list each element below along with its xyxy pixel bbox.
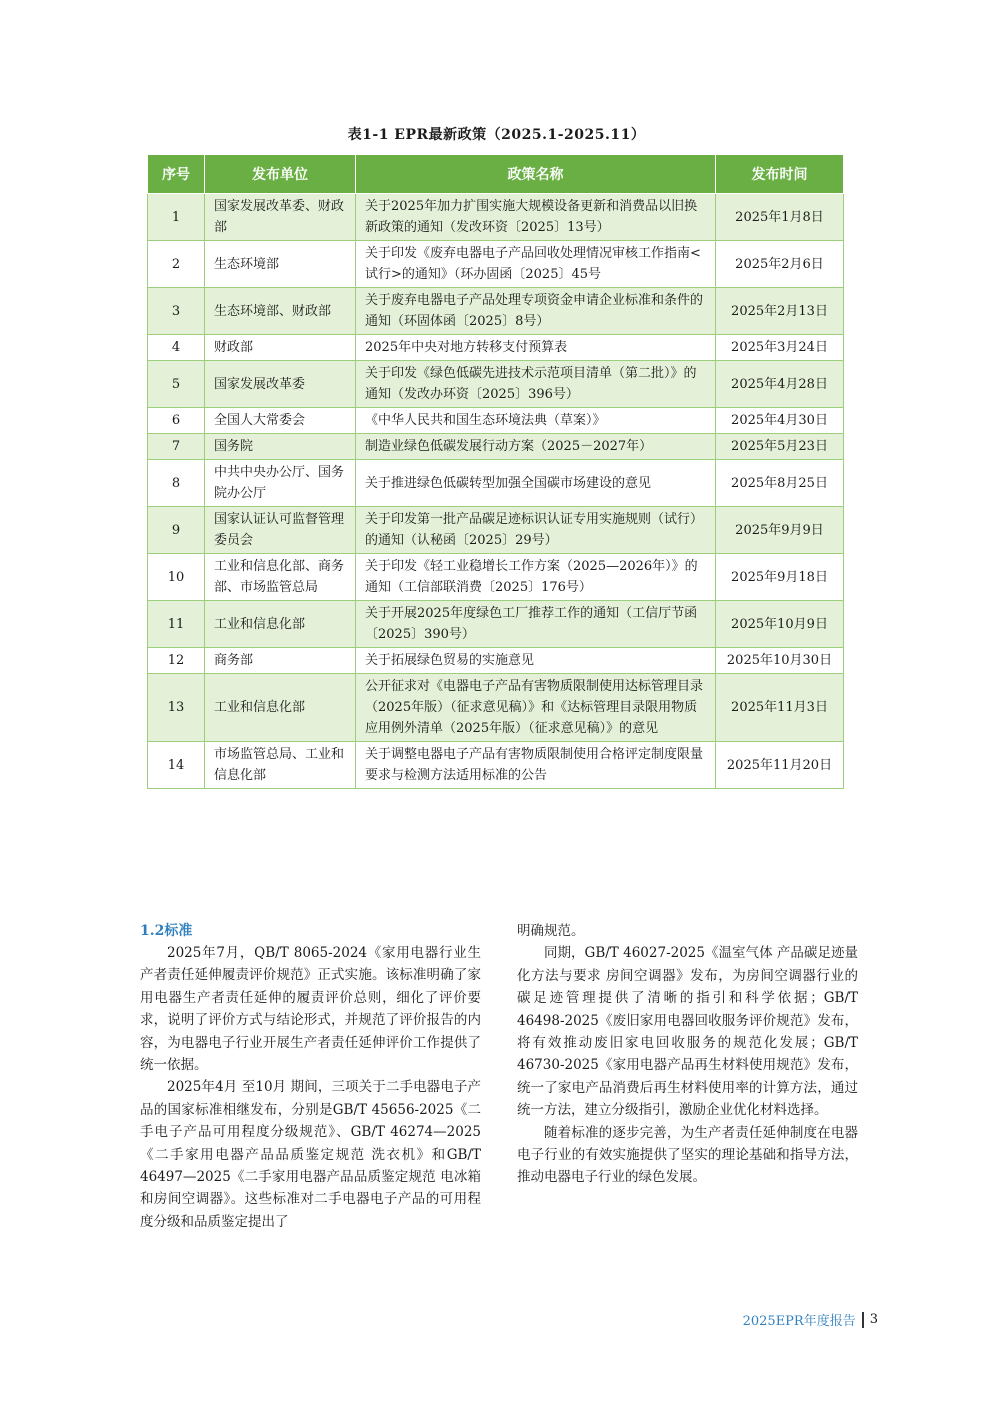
header-policy: 政策名称 [356,155,716,194]
cell-no: 4 [148,335,205,361]
cell-policy: 关于印发《废弃电器电子产品回收处理情况审核工作指南<试行>的通知》（环办固函〔2025〕45号 [356,241,716,288]
cell-policy: 公开征求对《电器电子产品有害物质限制使用达标管理目录（2025年版）（征求意见稿）》和《达标管理目录限用物质应用例外清单（2025年版）（征求意见稿）》的意见 [356,674,716,742]
cell-policy: 制造业绿色低碳发展行动方案（2025－2027年） [356,434,716,460]
cell-date: 2025年4月30日 [716,408,844,434]
cell-no: 9 [148,507,205,554]
header-unit: 发布单位 [205,155,356,194]
cell-date: 2025年10月30日 [716,648,844,674]
cell-policy: 关于印发第一批产品碳足迹标识认证专用实施规则（试行）的通知（认秘函〔2025〕29号） [356,507,716,554]
cell-unit: 市场监管总局、工业和信息化部 [205,742,356,789]
cell-policy: 2025年中央对地方转移支付预算表 [356,335,716,361]
cell-no: 10 [148,554,205,601]
cell-policy: 关于开展2025年度绿色工厂推荐工作的通知（工信厅节函〔2025〕390号） [356,601,716,648]
left-column [140,920,481,1233]
table-row [148,434,844,460]
paragraph-continuation: 明确规范。 [517,923,585,939]
right-column [517,920,858,1189]
policy-table [147,154,844,789]
cell-unit: 生态环境部 [205,241,356,288]
cell-policy: 关于推进绿色低碳转型加强全国碳市场建设的意见 [356,460,716,507]
cell-no: 7 [148,434,205,460]
cell-date: 2025年2月6日 [716,241,844,288]
page-number: 3 [869,1312,878,1327]
table-row [148,507,844,554]
cell-no: 3 [148,288,205,335]
cell-policy: 《中华人民共和国生态环境法典（草案）》 [356,408,716,434]
cell-no: 5 [148,361,205,408]
paragraph-carbon-footprint-standards: 同期，GB/T 46027-2025《温室气体 产品碳足迹量化方法与要求 房间空调器》发布，为房间空调器行业的碳足迹管理提供了清晰的指引和科学依据；GB/T 46498-2025《废旧家用电器回收服务评价规范》发布，将有效推动废旧家电回收服务的规范化发展；GB/T 46730-2025《家用电器产品再生材料使用规范》发布，统一了家电产品消费后再生材料使用率的计算方法，通过统一方法，建立分级指引，激励企业优化材料选择。 [517,945,858,1119]
table-header-row [148,155,844,194]
table-caption: 表1-1 EPR最新政策（2025.1-2025.11） [347,127,646,143]
section-title: 1.2标准 [140,923,193,939]
cell-date: 2025年11月20日 [716,742,844,789]
cell-unit: 生态环境部、财政部 [205,288,356,335]
table-row [148,460,844,507]
cell-date: 2025年4月28日 [716,361,844,408]
table-row [148,408,844,434]
cell-no: 1 [148,194,205,241]
cell-unit: 国家发展改革委、财政部 [205,194,356,241]
cell-policy: 关于调整电器电子产品有害物质限制使用合格评定制度限量要求与检测方法适用标准的公告 [356,742,716,789]
cell-no: 8 [148,460,205,507]
cell-policy: 关于2025年加力扩围实施大规模设备更新和消费品以旧换新政策的通知（发改环资〔2025〕13号） [356,194,716,241]
cell-unit: 国家发展改革委 [205,361,356,408]
cell-unit: 商务部 [205,648,356,674]
cell-no: 11 [148,601,205,648]
cell-unit: 工业和信息化部 [205,674,356,742]
header-date: 发布时间 [716,155,844,194]
cell-unit: 国家认证认可监督管理委员会 [205,507,356,554]
cell-unit: 工业和信息化部、商务部、市场监管总局 [205,554,356,601]
table-row [148,601,844,648]
cell-no: 6 [148,408,205,434]
page-footer [743,1310,878,1329]
table-row [148,648,844,674]
cell-date: 2025年8月25日 [716,460,844,507]
cell-unit: 全国人大常委会 [205,408,356,434]
table-row [148,554,844,601]
cell-no: 2 [148,241,205,288]
cell-policy: 关于废弃电器电子产品处理专项资金申请企业标准和条件的通知（环固体函〔2025〕8号） [356,288,716,335]
footer-divider [862,1312,864,1328]
report-title: 2025EPR年度报告 [742,1314,856,1329]
cell-policy: 关于印发《绿色低碳先进技术示范项目清单（第二批）》的通知（发改办环资〔2025〕396号） [356,361,716,408]
cell-policy: 关于印发《轻工业稳增长工作方案（2025—2026年）》的通知（工信部联消费〔2025〕176号） [356,554,716,601]
cell-unit: 工业和信息化部 [205,601,356,648]
paragraph-conclusion: 随着标准的逐步完善，为生产者责任延伸制度在电器电子行业的有效实施提供了坚实的理论基础和指导方法，推动电器电子行业的绿色发展。 [517,1124,858,1186]
cell-no: 12 [148,648,205,674]
cell-date: 2025年1月8日 [716,194,844,241]
table-row [148,241,844,288]
cell-date: 2025年10月9日 [716,601,844,648]
cell-date: 2025年5月23日 [716,434,844,460]
cell-unit: 中共中央办公厅、国务院办公厅 [205,460,356,507]
table-row [148,361,844,408]
cell-no: 14 [148,742,205,789]
cell-date: 2025年3月24日 [716,335,844,361]
cell-date: 2025年9月9日 [716,507,844,554]
paragraph-second-hand-standards: 2025年4月 至10月 期间，三项关于二手电器电子产品的国家标准相继发布，分别是GB/T 45656-2025《二手电子产品可用程度分级规范》、GB/T 46274—2025《二手家用电器产品品质鉴定规范 洗衣机》和GB/T 46497—2025《二手家用电器产品品质鉴定规范 电冰箱和房间空调器》。这些标准对二手电器电子产品的可用程度分级和品质鉴定提出了 [140,1079,481,1230]
table-row [148,194,844,241]
table-row [148,288,844,335]
table-row [148,335,844,361]
table-row [148,742,844,789]
header-no: 序号 [148,155,205,194]
cell-no: 13 [148,674,205,742]
cell-unit: 国务院 [205,434,356,460]
cell-date: 2025年9月18日 [716,554,844,601]
cell-policy: 关于拓展绿色贸易的实施意见 [356,648,716,674]
paragraph-standard-qbt: 2025年7月，QB/T 8065-2024《家用电器行业生产者责任延伸履责评价规范》正式实施。该标准明确了家用电器生产者责任延伸的履责评价总则，细化了评价要求，说明了评价方式与结论形式，并规范了评价报告的内容，为电器电子行业开展生产者责任延伸评价工作提供了统一依据。 [140,945,481,1074]
cell-unit: 财政部 [205,335,356,361]
cell-date: 2025年2月13日 [716,288,844,335]
table-row [148,674,844,742]
cell-date: 2025年11月3日 [716,674,844,742]
